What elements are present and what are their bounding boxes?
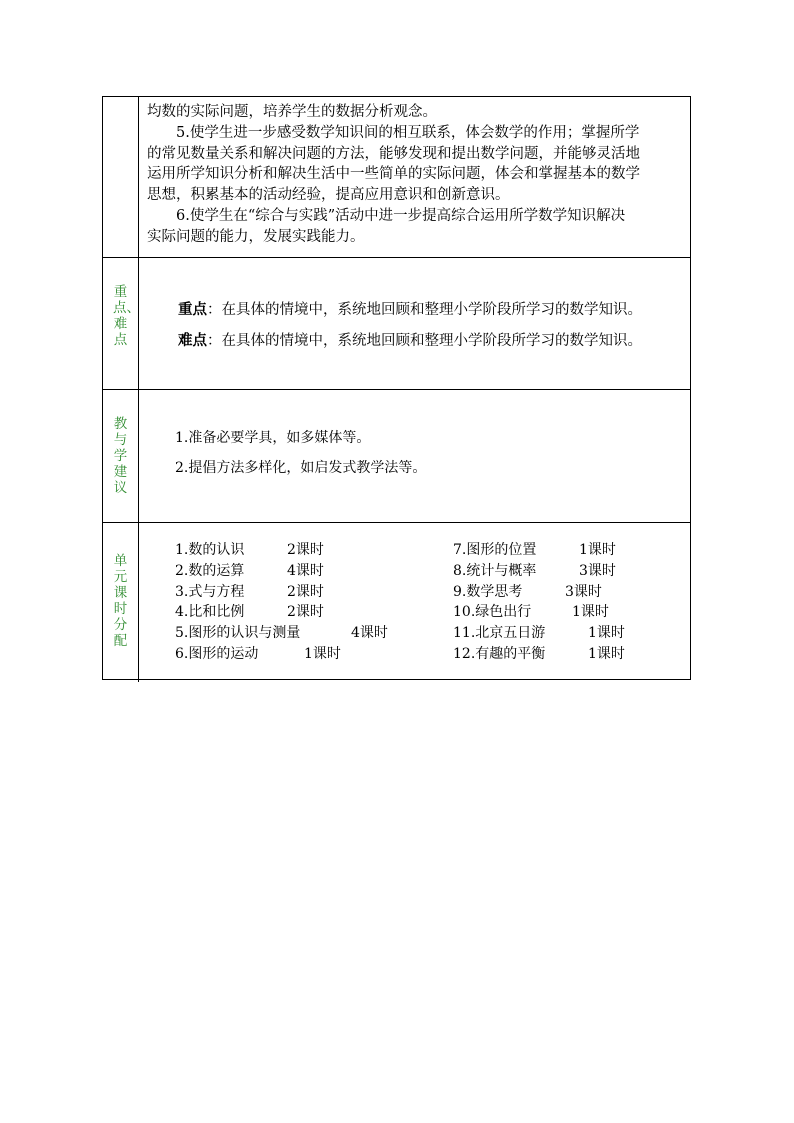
goals-line: 的常见数量关系和解决问题的方法，能够发现和提出数学问题，并能够灵活地 [147,145,640,162]
suggestions-label-cell [103,390,139,523]
hard-point-label: 难点 [178,332,207,349]
goals-label-cell [103,97,139,257]
allocation-item-hours: 4课时 [351,625,388,642]
allocation-item-name: 2.数的运算 [175,562,245,579]
allocation-item-hours: 2课时 [287,542,324,558]
key-points-row [103,257,690,390]
allocation-item-hours: 1课时 [579,542,616,558]
goals-line: 思想，积累基本的活动经验，提高应用意识和创新意识。 [147,187,510,204]
goals-row [103,97,690,257]
suggestion-item: 2.提倡方法多样化，如启发式教学法等。 [175,460,427,476]
allocation-item-hours: 1课时 [588,645,625,662]
allocation-label-cell [103,523,139,682]
allocation-item [175,602,388,623]
allocation-item-hours: 1课时 [304,645,341,662]
allocation-item-hours: 3课时 [579,562,616,579]
allocation-item-name: 6.图形的运动 [175,645,259,662]
allocation-item-name: 1.数的认识 [175,542,245,558]
allocation-item-name: 10.绿色出行 [453,604,532,621]
key-point-label: 重点 [178,301,207,318]
allocation-item-hours: 4课时 [287,562,324,579]
allocation-item [175,561,388,582]
goals-line: 实际问题的能力，发展实践能力。 [147,228,365,245]
key-point-text: ：在具体的情境中，系统地回顾和整理小学阶段所学习的数学知识。 [207,302,642,318]
allocation-item-hours: 1课时 [588,625,625,642]
suggestion-item: 1.准备必要学具，如多媒体等。 [175,430,371,446]
allocation-item-hours: 3课时 [565,583,602,600]
allocation-item [453,540,625,561]
allocation-item-name: 9.数学思考 [453,583,523,600]
allocation-item-hours: 2课时 [287,583,324,600]
allocation-item-hours: 2课时 [287,604,324,621]
allocation-item-name: 12.有趣的平衡 [453,645,546,662]
key-points-label: 重点、难点 [113,284,140,348]
suggestions-row [103,389,690,523]
allocation-item-name: 7.图形的位置 [453,542,537,558]
allocation-item [453,644,625,665]
allocation-item [175,540,388,561]
key-points-label-cell [103,258,139,390]
allocation-item-name: 8.统计与概率 [453,562,537,579]
lesson-plan-table [102,96,691,680]
goals-line: 5.使学生进一步感受数学知识间的相互联系，体会数学的作用；掌握所学 [176,124,640,141]
allocation-item [453,623,625,644]
allocation-item [175,582,388,603]
allocation-item [175,623,388,644]
goals-content [147,102,684,248]
goals-line: 运用所学知识分析和解决生活中一些简单的实际问题，体会和掌握基本的数学 [147,166,640,183]
allocation-item-name: 5.图形的认识与测量 [175,625,301,642]
allocation-right-list [453,540,625,665]
hard-point-line [178,329,642,350]
goals-line: 均数的实际问题，培养学生的数据分析观念。 [147,104,437,120]
suggestions-label: 教与学建议 [113,416,128,496]
allocation-row [103,522,690,682]
allocation-label: 单元课时分配 [113,553,128,649]
allocation-item [453,561,625,582]
hard-point-text: ：在具体的情境中，系统地回顾和整理小学阶段所学习的数学知识。 [207,333,642,349]
key-point-line [178,298,642,319]
allocation-item [453,602,625,623]
allocation-item [175,644,388,665]
allocation-item-name: 4.比和比例 [175,604,245,621]
allocation-item-name: 3.式与方程 [175,583,245,600]
allocation-item-hours: 1课时 [572,604,609,621]
allocation-item-name: 11.北京五日游 [453,625,546,642]
allocation-left-list [175,540,388,665]
allocation-item [453,582,625,603]
goals-line: 6.使学生在“综合与实践”活动中进一步提高综合运用所学数学知识解决 [176,207,626,224]
